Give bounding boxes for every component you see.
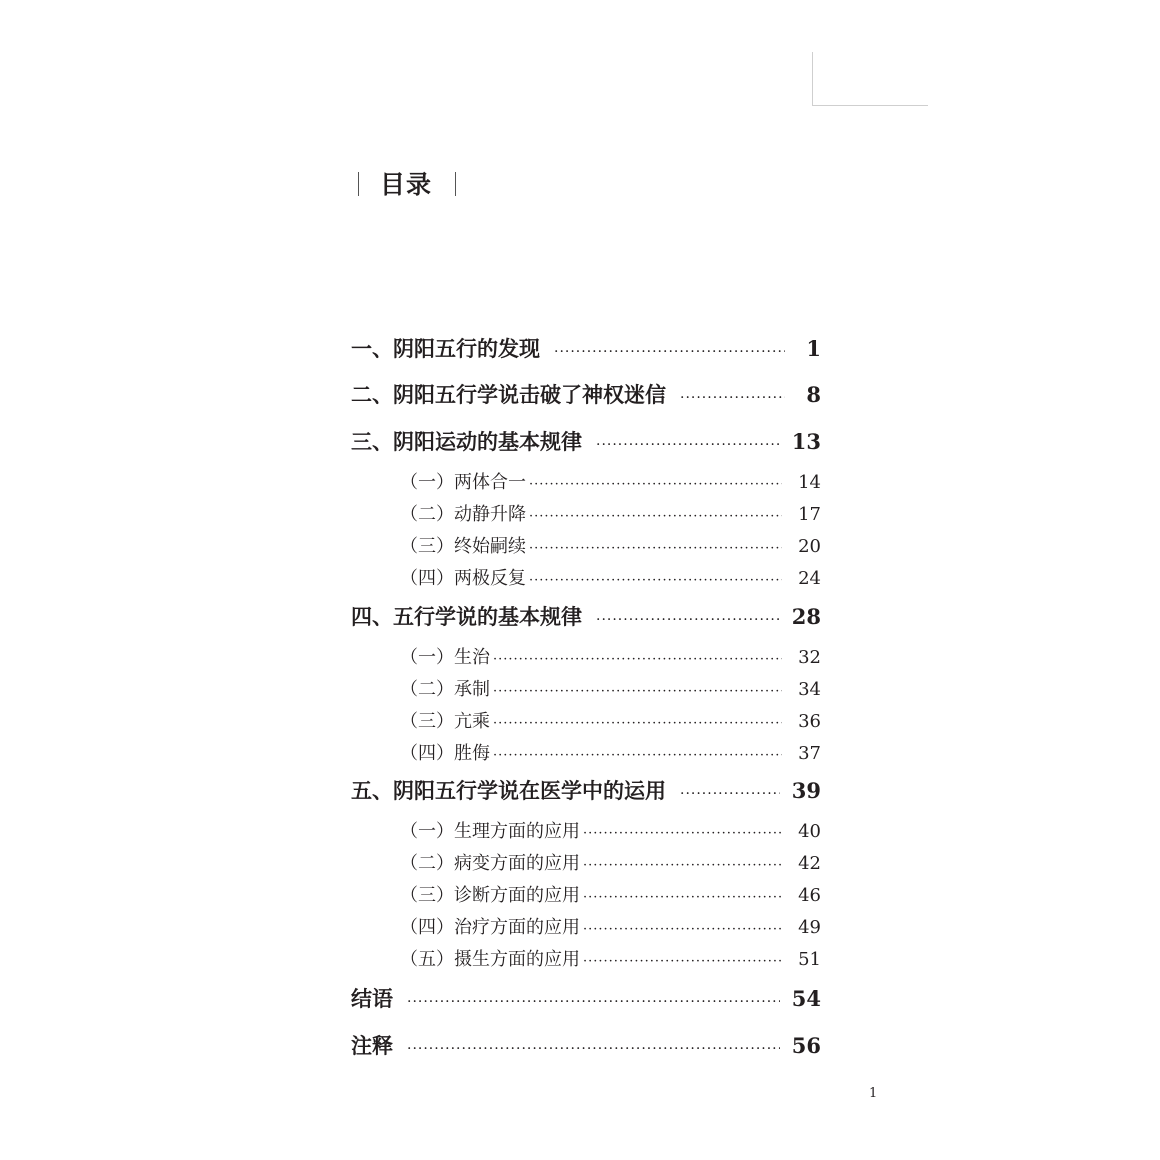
toc-label: 注释 — [351, 1033, 393, 1058]
dot-leader — [583, 917, 782, 941]
dot-leader — [583, 885, 782, 909]
dot-leader — [529, 472, 782, 496]
toc-page: 20 — [798, 536, 821, 557]
toc-page: 17 — [798, 504, 821, 525]
toc-label: （二）承制 — [400, 679, 490, 700]
toc-page: 54 — [791, 986, 821, 1011]
toc-section[interactable] — [400, 566, 821, 592]
toc-label: （一）生理方面的应用 — [400, 821, 580, 842]
toc-page: 32 — [798, 647, 821, 668]
toc-label: （一）两体合一 — [400, 472, 526, 493]
toc-page: 56 — [791, 1033, 821, 1058]
toc-label: （三）亢乘 — [400, 711, 490, 732]
toc-page: 34 — [798, 679, 821, 700]
toc-label: （四）胜侮 — [400, 743, 490, 764]
toc-label: 四、五行学说的基本规律 — [351, 604, 582, 629]
toc-label: （四）治疗方面的应用 — [400, 917, 580, 938]
toc-label: （三）终始嗣续 — [400, 536, 526, 557]
toc-label: 结语 — [351, 986, 393, 1011]
toc-section[interactable] — [400, 947, 821, 973]
toc-label: （五）摄生方面的应用 — [400, 949, 580, 970]
toc-section[interactable] — [400, 741, 821, 767]
toc-page: 24 — [798, 568, 821, 589]
toc-page: 37 — [798, 743, 821, 764]
dot-leader — [583, 821, 782, 845]
dot-leader — [529, 504, 782, 528]
crop-mark-vertical — [812, 52, 813, 106]
toc-label: 五、阴阳五行学说在医学中的运用 — [351, 778, 666, 803]
toc-page: 46 — [798, 885, 821, 906]
toc-label: 二、阴阳五行学说击破了神权迷信 — [351, 382, 666, 407]
toc-section[interactable] — [400, 883, 821, 909]
dot-leader — [596, 605, 780, 632]
dot-leader — [583, 949, 782, 973]
toc-page: 28 — [791, 604, 821, 629]
toc-page: 36 — [798, 711, 821, 732]
title-left-bar — [358, 172, 359, 196]
toc-section[interactable] — [400, 915, 821, 941]
toc-chapter-1[interactable] — [351, 334, 821, 364]
toc-page: 14 — [798, 472, 821, 493]
dot-leader — [493, 743, 782, 767]
page-number: 1 — [869, 1086, 878, 1101]
toc-chapter-5[interactable] — [351, 776, 821, 806]
dot-leader — [407, 987, 780, 1014]
toc-page: 42 — [798, 853, 821, 874]
dot-leader — [554, 337, 785, 364]
toc-section[interactable] — [400, 709, 821, 735]
toc-page: 1 — [806, 336, 821, 361]
dot-leader — [583, 853, 782, 877]
dot-leader — [529, 568, 782, 592]
toc-page: 13 — [791, 429, 821, 454]
toc-chapter-3[interactable] — [351, 427, 821, 457]
toc-section[interactable] — [400, 677, 821, 703]
title-right-bar — [455, 172, 456, 196]
toc-page: 49 — [798, 917, 821, 938]
toc-section[interactable] — [400, 470, 821, 496]
toc-section[interactable] — [400, 645, 821, 671]
toc-label: （三）诊断方面的应用 — [400, 885, 580, 906]
toc-section[interactable] — [400, 851, 821, 877]
toc-section[interactable] — [400, 534, 821, 560]
toc-label: （一）生治 — [400, 647, 490, 668]
toc-label: （二）病变方面的应用 — [400, 853, 580, 874]
toc-notes[interactable] — [351, 1031, 821, 1061]
toc-label: （二）动静升降 — [400, 504, 526, 525]
dot-leader — [493, 711, 782, 735]
toc-chapter-2[interactable] — [351, 380, 821, 410]
dot-leader — [680, 779, 780, 806]
toc-label: 三、阴阳运动的基本规律 — [351, 429, 582, 454]
dot-leader — [596, 430, 780, 457]
toc-page: 39 — [791, 778, 821, 803]
dot-leader — [407, 1034, 780, 1061]
crop-mark-horizontal — [812, 105, 928, 106]
dot-leader — [493, 679, 782, 703]
toc-label: 一、阴阳五行的发现 — [351, 336, 540, 361]
toc-page: 40 — [798, 821, 821, 842]
dot-leader — [680, 383, 785, 410]
toc-section[interactable] — [400, 502, 821, 528]
dot-leader — [493, 647, 782, 671]
toc-section[interactable] — [400, 819, 821, 845]
toc-page: 8 — [806, 382, 821, 407]
toc-title: 目录 — [380, 170, 433, 199]
toc-label: （四）两极反复 — [400, 568, 526, 589]
toc-chapter-4[interactable] — [351, 602, 821, 632]
toc-conclusion[interactable] — [351, 984, 821, 1014]
toc-page: 51 — [798, 949, 821, 970]
dot-leader — [529, 536, 782, 560]
